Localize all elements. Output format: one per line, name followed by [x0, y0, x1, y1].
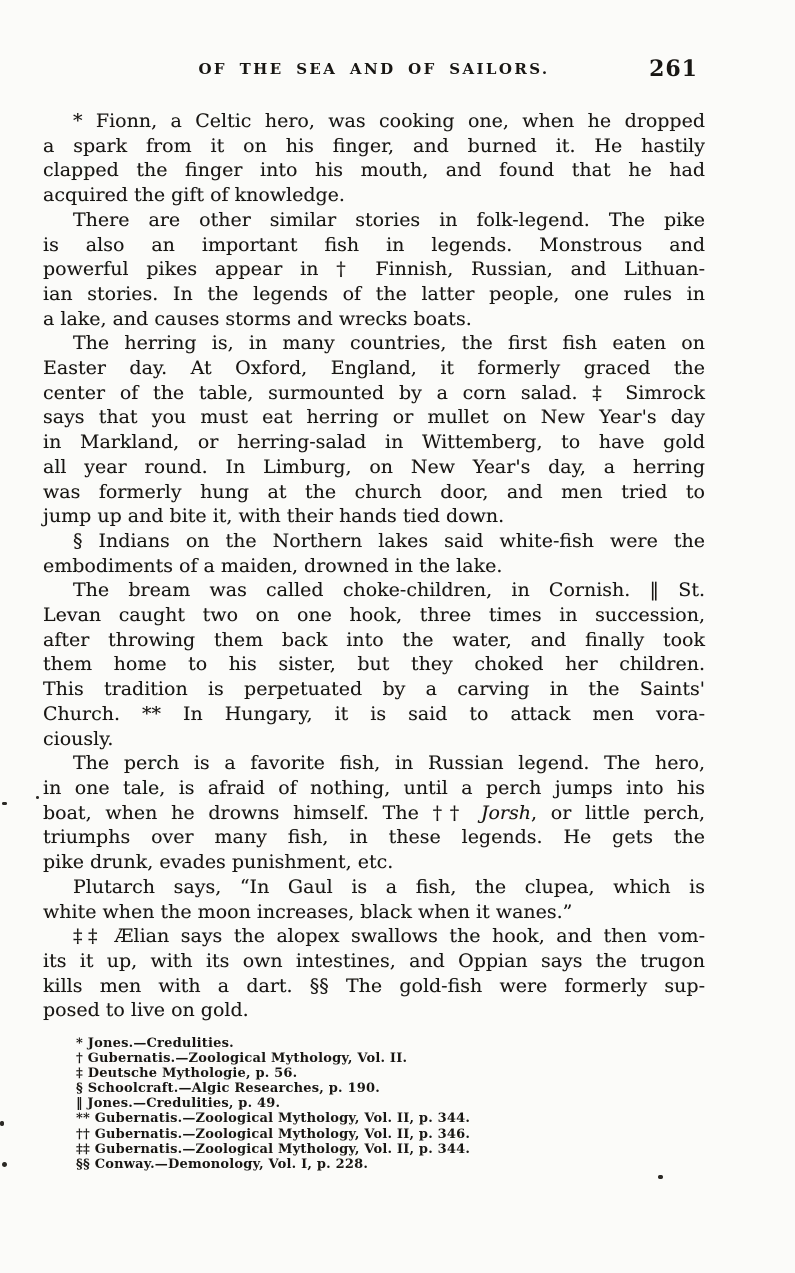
body-text — [43, 109, 705, 1023]
text-line: ‖ Jones.—Credulities, p. 49. — [76, 1096, 281, 1112]
paragraph-bream — [43, 578, 705, 751]
text-line: says that you must eat herring or mullet on New Year's day — [43, 406, 705, 429]
paragraph-whitefish — [43, 529, 705, 578]
text-line: Levan caught two on one hook, three times in succession, — [43, 604, 705, 627]
text-line: § Indians on the Northern lakes said white-fish were the — [73, 529, 705, 552]
text-line: all year round. In Limburg, on New Year's day, a herring — [43, 455, 705, 478]
text-line: †† Gubernatis.—Zoological Mythology, Vol. II, p. 346. — [76, 1126, 471, 1142]
paragraph-aelian — [43, 924, 705, 1023]
text-line: Church. ** In Hungary, it is said to attack men vora- — [43, 702, 705, 725]
text-line: ‡ Deutsche Mythologie, p. 56. — [76, 1066, 298, 1082]
text-line: The herring is, in many countries, the first fish eaten on — [73, 332, 705, 355]
paragraph-pike — [43, 208, 705, 332]
text-line: The bream was called choke-children, in Cornish. ‖ St. — [73, 579, 705, 602]
text-line: is also an important fish in legends. Monstrous and — [43, 233, 705, 256]
text-line: pike drunk, evades punishment, etc. — [43, 851, 394, 874]
text-line: Plutarch says, “In Gaul is a fish, the clupea, which is — [73, 875, 705, 898]
text-line: was formerly hung at the church door, and men tried to — [43, 480, 705, 503]
text-line: clapped the finger into his mouth, and found that he had — [43, 159, 705, 182]
scan-speck — [658, 1175, 663, 1179]
text-line: * Jones.—Credulities. — [76, 1036, 234, 1051]
text-line: powerful pikes appear in † Finnish, Russian, and Lithuan- — [43, 258, 705, 281]
text-line: in Markland, or herring-salad in Wittemberg, to have gold — [43, 431, 705, 454]
text-line: kills men with a dart. §§ The gold-fish were formerly sup- — [43, 974, 705, 997]
text-line: boat, when he drowns himself. The †† Jorsh, or little perch, — [43, 801, 705, 824]
text-line: This tradition is perpetuated by a carving in the Saints' — [43, 678, 705, 701]
text-line: in one tale, is afraid of nothing, until a perch jumps into his — [43, 776, 705, 799]
text-line: §§ Conway.—Demonology, Vol. I, p. 228. — [76, 1156, 369, 1172]
running-title: OF THE SEA AND OF SAILORS. — [198, 60, 550, 78]
text-line: embodiments of a maiden, drowned in the lake. — [43, 554, 503, 577]
text-line: triumphs over many fish, in these legends. He gets the — [43, 826, 705, 849]
text-line: ** Gubernatis.—Zoological Mythology, Vol. II, p. 344. — [76, 1111, 471, 1127]
text-line: its it up, with its own intestines, and Oppian says the trugon — [43, 949, 705, 972]
text-line: white when the moon increases, black when it wanes.” — [43, 900, 573, 923]
footnotes — [76, 1036, 676, 1172]
text-line: † Gubernatis.—Zoological Mythology, Vol. II. — [76, 1051, 408, 1067]
paragraph-perch — [43, 751, 705, 875]
text-line: ciously. — [43, 727, 114, 750]
text-line: Easter day. At Oxford, England, it formerly graced the — [43, 357, 705, 380]
text-line: a lake, and causes storms and wrecks boats. — [43, 307, 472, 330]
text-line: acquired the gift of knowledge. — [43, 184, 345, 207]
paragraph-fionn — [43, 109, 705, 208]
text-line: The perch is a favorite fish, in Russian legend. The hero, — [73, 752, 705, 775]
page-header — [43, 56, 705, 84]
text-line: § Schoolcraft.—Algic Researches, p. 190. — [76, 1081, 380, 1097]
page-number: 261 — [649, 56, 698, 82]
text-line: a spark from it on his finger, and burned it. He hastily — [43, 134, 705, 157]
text-line: jump up and bite it, with their hands tied down. — [43, 505, 505, 528]
text-line: There are other similar stories in folk-legend. The pike — [73, 208, 705, 231]
text-line: * Fionn, a Celtic hero, was cooking one, when he dropped — [73, 110, 705, 132]
text-line: ‡‡ Ælian says the alopex swallows the hook, and then vom- — [73, 925, 705, 948]
scan-speck — [0, 1121, 4, 1126]
text-line: ‡‡ Gubernatis.—Zoological Mythology, Vol. II, p. 344. — [76, 1141, 471, 1157]
text-line: ian stories. In the legends of the latter people, one rules in — [43, 282, 705, 305]
text-line: them home to his sister, but they choked her children. — [43, 653, 705, 676]
scan-speck — [36, 796, 39, 799]
scan-speck — [2, 1162, 7, 1167]
scan-speck — [2, 802, 7, 805]
text-line: after throwing them back into the water, and finally took — [43, 628, 705, 651]
paragraph-plutarch — [43, 875, 705, 924]
text-line: center of the table, surmounted by a corn salad. ‡ Simrock — [43, 381, 705, 404]
paragraph-herring — [43, 331, 705, 529]
text-line: posed to live on gold. — [43, 999, 249, 1022]
